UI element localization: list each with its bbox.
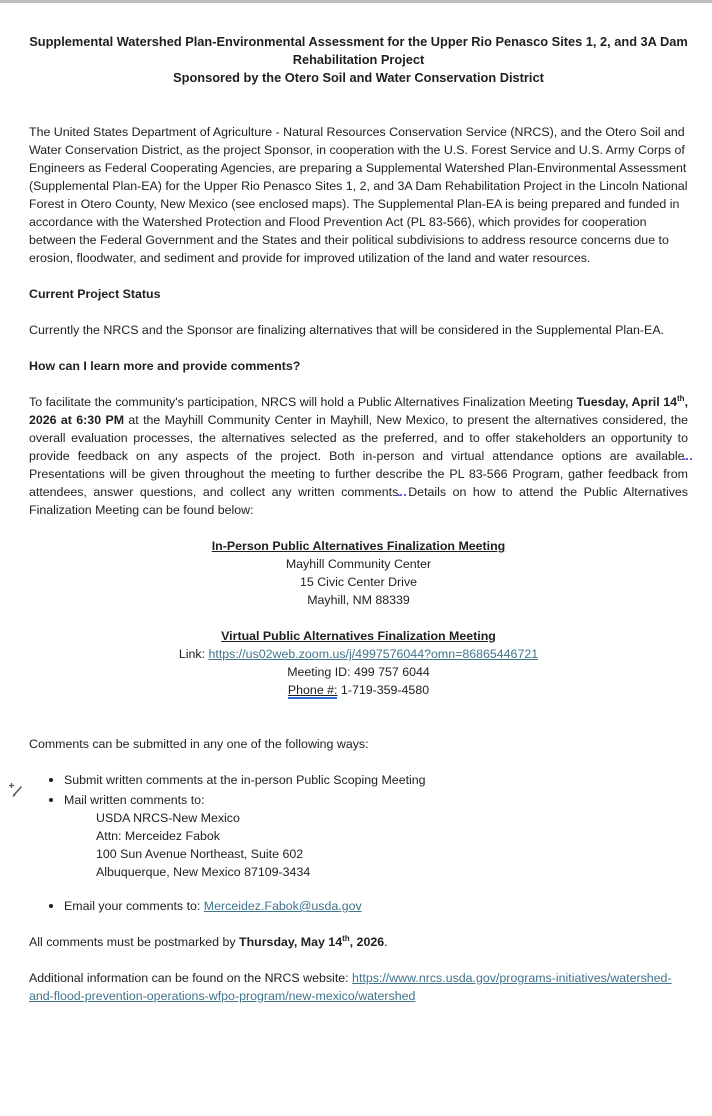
virtual-meeting-phone-line xyxy=(29,681,688,699)
additional-info-paragraph xyxy=(29,969,688,1005)
in-person-meeting-city: Mayhill, NM 88339 xyxy=(307,593,410,607)
address-line-city: Albuquerque, New Mexico 87109-3434 xyxy=(96,865,311,879)
in-person-meeting-heading: In-Person Public Alternatives Finalization Meeting xyxy=(211,539,506,553)
deadline-date-ordinal: th xyxy=(342,933,350,943)
phone-number: 1-719-359-4580 xyxy=(337,683,430,697)
comments-intro: Comments can be submitted in any one of the following ways: xyxy=(29,737,369,751)
list-item-mail-comments xyxy=(29,791,688,881)
additional-info-lead: Additional information can be found on the NRCS website: xyxy=(29,971,353,985)
document-title: Supplemental Watershed Plan-Environmental Assessment for the Upper Rio Penasco Sites 1, 2, and 3A Dam Rehabilitation Project xyxy=(29,34,688,67)
deadline-date-text: Thursday, May 14 xyxy=(239,935,343,949)
intro-paragraph: The United States Department of Agriculture - Natural Resources Conservation Service (NRCS), and the Otero Soil and Water Conservation District, as the project Sponsor, in cooperation with the U.S. Forest Service and U.S. Army Corps of Engineers as Federal Cooperating Agencies, are preparing a Supplemental Watershed Plan-Environmental Assessment (Supplemental Plan-EA) for the Upper Rio Penasco Sites 1, 2, and 3A Dam Rehabilitation Project in the Lincoln National Forest in Otero County, New Mexico (see enclosed maps). The Supplemental Plan-EA is being prepared and funded in accordance with the Watershed Protection and Flood Prevention Act (PL 83-566), which provides for cooperation between the Federal Government and the States and their political subdivisions to address resource concerns due to erosion, floodwater, and sediment and provide for improved utilization of the land and water resources. xyxy=(29,125,688,265)
address-line-attn: Attn: Merceidez Fabok xyxy=(96,829,220,843)
meeting-announcement-paragraph xyxy=(29,393,688,519)
proofing-mark-icon xyxy=(683,448,692,460)
deadline-lead: All comments must be postmarked by xyxy=(29,935,240,949)
deadline-year-text: , 2026 xyxy=(349,935,385,949)
meeting-date-text: Tuesday, April 14 xyxy=(576,395,677,409)
mailing-address xyxy=(96,809,688,881)
nrcs-website-link[interactable]: https://www.nrcs.usda.gov/programs-initiatives/watershed-and-flood-prevention-operations-wfpo-program/new-mexico/watershed xyxy=(29,971,672,1003)
list-item-text: Submit written comments at the in-person Public Scoping Meeting xyxy=(64,773,426,787)
list-item-email-comments xyxy=(29,897,688,915)
tracked-change-pen-icon[interactable] xyxy=(8,782,24,798)
in-person-meeting-street: 15 Civic Center Drive xyxy=(299,575,418,589)
virtual-meeting-id: Meeting ID: 499 757 6044 xyxy=(287,665,430,679)
page-top-border xyxy=(0,0,712,3)
current-status-body: Currently the NRCS and the Sponsor are finalizing alternatives that will be considered in the Supplemental Plan-EA. xyxy=(29,323,665,337)
virtual-meeting-link-line xyxy=(29,645,688,663)
deadline-paragraph xyxy=(29,933,688,951)
address-line-org: USDA NRCS-New Mexico xyxy=(96,811,240,825)
phone-label: Phone #: xyxy=(287,683,338,697)
meeting-paragraph-sentence3: Details on how to attend the Public Alternatives Finalization Meeting can be found below: xyxy=(29,485,688,517)
deadline-date xyxy=(239,935,384,949)
bullet-icon xyxy=(49,798,53,802)
meeting-date-ordinal: th xyxy=(677,393,685,403)
in-person-meeting-venue: Mayhill Community Center xyxy=(285,557,432,571)
meeting-paragraph-sentence2: Presentations will be given throughout the meeting to further describe the PL 83-566 Program, gather feedback from attendees, answer questions, and collect any written comments. xyxy=(29,467,688,499)
virtual-meeting-heading: Virtual Public Alternatives Finalization Meeting xyxy=(221,629,496,643)
document-content xyxy=(29,33,688,1005)
bullet-icon xyxy=(49,778,53,782)
document-sponsor-line: Sponsored by the Otero Soil and Water Conservation District xyxy=(173,70,544,85)
zoom-meeting-link[interactable]: https://us02web.zoom.us/j/4997576044?omn=86865446721 xyxy=(208,647,539,661)
current-status-heading: Current Project Status xyxy=(29,287,161,301)
deadline-period: . xyxy=(384,935,388,949)
list-item-text: Mail written comments to: xyxy=(64,793,205,807)
virtual-meeting-link-label: Link: xyxy=(178,647,209,661)
meeting-paragraph-body: at the Mayhill Community Center in Mayhill, New Mexico, to present the alternatives considered, the overall evaluation processes, the alternatives selected as the preferred, and to offer stakeholders an opportunity to provide feedback on any aspects of the project. Both in-person and virtual attendance options are available. xyxy=(29,413,688,463)
bullet-icon xyxy=(49,904,53,908)
list-item-submit-written xyxy=(29,771,688,789)
meeting-time-text: , 2026 at 6:30 PM xyxy=(29,395,689,427)
comment-methods-list xyxy=(29,771,688,915)
learn-more-heading: How can I learn more and provide comments? xyxy=(29,359,301,373)
list-item-text: Email your comments to: xyxy=(64,899,204,913)
email-comments-link[interactable]: Merceidez.Fabok@usda.gov xyxy=(203,899,362,913)
address-line-street: 100 Sun Avenue Northeast, Suite 602 xyxy=(96,847,304,861)
meeting-paragraph-lead: To facilitate the community's participation, NRCS will hold a Public Alternatives Finalization Meeting xyxy=(29,395,577,409)
